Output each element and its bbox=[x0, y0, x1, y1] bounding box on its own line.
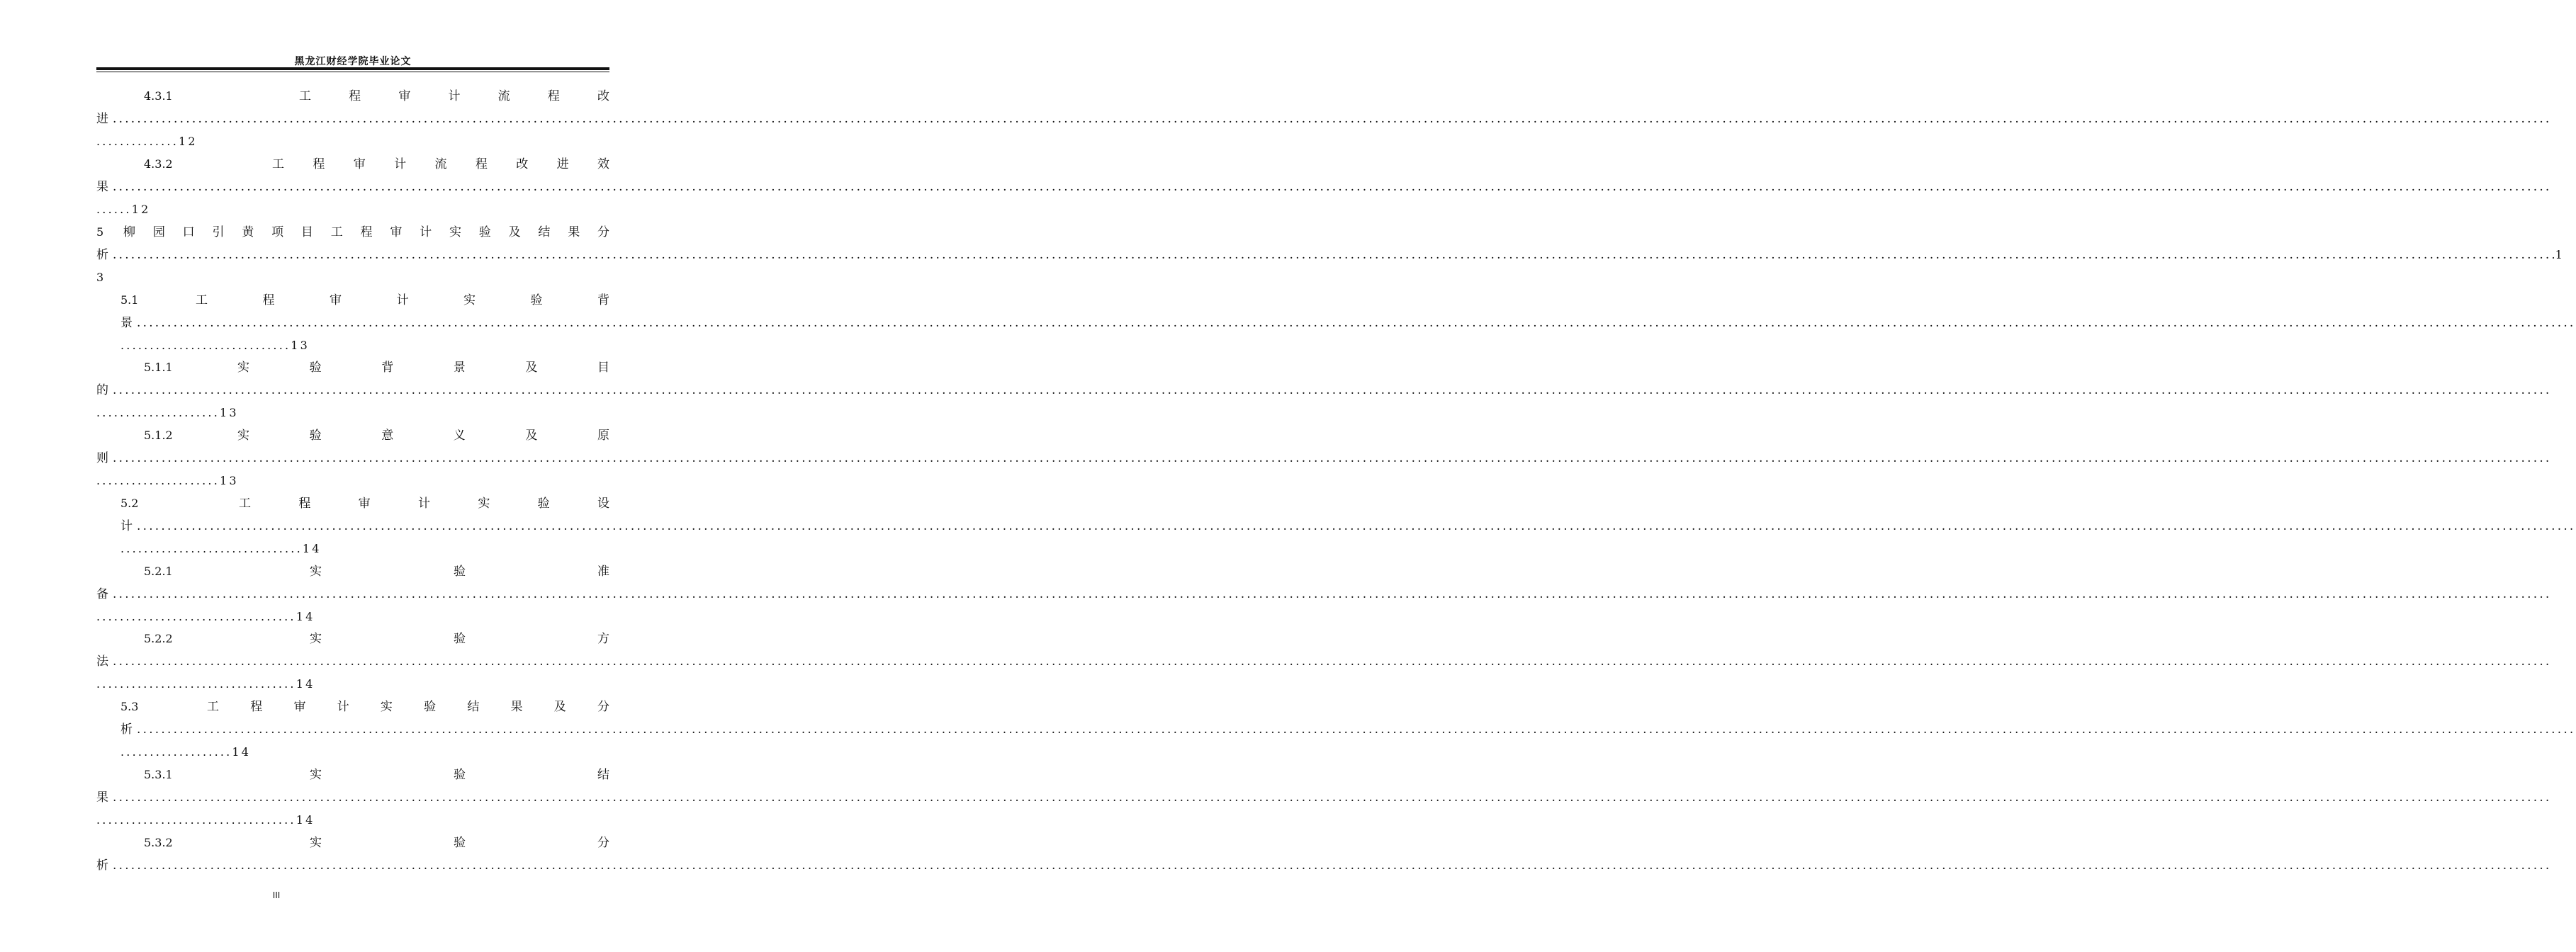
toc-title-char: 工 bbox=[207, 700, 219, 714]
toc-dot-leader: ................................................................................................................................................................................................................................................................................................................................................................................................................ bbox=[113, 858, 2552, 873]
toc-title-char: 程 bbox=[313, 157, 325, 171]
toc-title-char: 工 bbox=[272, 157, 284, 171]
page-number: III bbox=[272, 890, 281, 900]
toc-title-char: 计 bbox=[417, 497, 430, 511]
toc-title-char: 结 bbox=[467, 700, 480, 714]
toc-title-char: 柳 bbox=[123, 225, 135, 239]
toc-page-number-line: ..............12 bbox=[96, 135, 198, 148]
toc-title-char: 项 bbox=[271, 225, 284, 239]
toc-title-char: 计 bbox=[420, 225, 432, 239]
toc-title-char: 验 bbox=[454, 565, 466, 579]
toc-title-char: 目 bbox=[300, 225, 313, 239]
toc-leader-line bbox=[96, 110, 2552, 128]
toc-wrap-char: 果 bbox=[96, 180, 108, 194]
toc-entry-title bbox=[239, 494, 609, 513]
toc-title-char: 分 bbox=[597, 836, 609, 850]
toc-title-char: 计 bbox=[337, 700, 349, 714]
toc-wrap-char: 法 bbox=[96, 654, 108, 669]
toc-title-char: 工 bbox=[299, 89, 311, 103]
toc-entry-title bbox=[123, 223, 609, 242]
toc-title-char: 及 bbox=[525, 429, 538, 443]
toc-entry-number: 5.2.2 bbox=[144, 632, 173, 645]
toc-dot-leader: ................................................................................................................................................................................................................................................................................................................................................................................................................ bbox=[113, 587, 2552, 601]
toc-dot-leader: ................................................................................................................................................................................................................................................................................................................................................................................................................ bbox=[113, 654, 2552, 669]
toc-title-char: 景 bbox=[453, 361, 466, 375]
toc-page-number-line: ...............................14 bbox=[120, 542, 322, 555]
toc-title-char: 实 bbox=[310, 565, 322, 579]
toc-dot-leader: ................................................................................................................................................................................................................................................................................................................................................................................................................ bbox=[113, 248, 2552, 262]
toc-entry-number: 5.3.1 bbox=[144, 768, 173, 781]
toc-title-char: 审 bbox=[293, 700, 306, 714]
toc-entry-title bbox=[310, 834, 609, 852]
header-title: 黑龙江财经学院毕业论文 bbox=[294, 56, 412, 67]
toc-entry-title bbox=[196, 291, 609, 310]
toc-title-char: 验 bbox=[454, 632, 466, 646]
toc-title-char: 效 bbox=[597, 157, 609, 171]
toc-page-number-line: .....................13 bbox=[96, 474, 239, 487]
toc-title-char: 实 bbox=[463, 293, 476, 307]
toc-title-char: 程 bbox=[262, 293, 275, 307]
toc-entry-title bbox=[299, 87, 609, 106]
toc-entry-title bbox=[310, 766, 609, 784]
toc-title-char: 背 bbox=[381, 361, 394, 375]
toc-page-number-line: ..................................14 bbox=[96, 677, 315, 691]
toc-title-char: 实 bbox=[478, 497, 490, 511]
toc-title-char: 实 bbox=[237, 429, 249, 443]
toc-title-char: 结 bbox=[597, 768, 609, 782]
toc-title-char: 计 bbox=[448, 89, 461, 103]
toc-page-number-start: .1 bbox=[2551, 248, 2563, 261]
toc-title-char: 审 bbox=[353, 157, 366, 171]
toc-title-char: 设 bbox=[597, 497, 609, 511]
toc-title-char: 验 bbox=[454, 836, 466, 850]
toc-title-char: 验 bbox=[454, 768, 466, 782]
toc-wrap-char: 备 bbox=[96, 587, 108, 601]
toc-entry-number: 4.3.1 bbox=[144, 89, 173, 103]
toc-wrap-char: 计 bbox=[120, 519, 133, 533]
toc-wrap-char: 则 bbox=[96, 451, 108, 465]
toc-title-char: 流 bbox=[434, 157, 447, 171]
toc-dot-leader: ................................................................................................................................................................................................................................................................................................................................................................................................................ bbox=[113, 451, 2552, 465]
toc-title-char: 实 bbox=[449, 225, 461, 239]
toc-entry-title bbox=[272, 155, 609, 174]
toc-entry-number: 5.1.2 bbox=[144, 429, 173, 442]
toc-title-char: 背 bbox=[597, 293, 609, 307]
toc-title-char: 工 bbox=[196, 293, 208, 307]
toc-wrap-char: 的 bbox=[96, 383, 108, 397]
toc-title-char: 改 bbox=[597, 89, 609, 103]
toc-leader-line bbox=[96, 856, 2552, 875]
toc-entry-number: 5.2 bbox=[120, 497, 139, 510]
toc-title-char: 程 bbox=[360, 225, 373, 239]
toc-title-char: 程 bbox=[547, 89, 560, 103]
toc-title-char: 园 bbox=[152, 225, 165, 239]
toc-entry-title bbox=[310, 630, 609, 648]
toc-title-char: 审 bbox=[390, 225, 403, 239]
toc-entry-number: 5.1 bbox=[120, 293, 139, 307]
toc-entry-number: 5.3 bbox=[120, 700, 139, 713]
toc-leader-line bbox=[96, 585, 2552, 604]
toc-title-char: 果 bbox=[510, 700, 523, 714]
toc-leader-line bbox=[96, 246, 2563, 264]
toc-leader-line bbox=[96, 381, 2552, 400]
toc-page-number-line: 3 bbox=[96, 271, 106, 284]
toc-title-char: 验 bbox=[309, 361, 322, 375]
toc-entry-number: 5.2.1 bbox=[144, 565, 173, 578]
toc-title-char: 果 bbox=[568, 225, 580, 239]
toc-title-char: 意 bbox=[381, 429, 394, 443]
toc-dot-leader: ................................................................................................................................................................................................................................................................................................................................................................................................................ bbox=[113, 383, 2552, 397]
toc-title-char: 实 bbox=[310, 768, 322, 782]
toc-title-char: 计 bbox=[394, 157, 407, 171]
toc-title-char: 审 bbox=[358, 497, 371, 511]
toc-entry-title bbox=[237, 426, 609, 445]
toc-dot-leader: ................................................................................................................................................................................................................................................................................................................................................................................................................ bbox=[113, 790, 2552, 805]
toc-title-char: 分 bbox=[597, 225, 609, 239]
toc-title-char: 计 bbox=[396, 293, 409, 307]
toc-dot-leader: ................................................................................................................................................................................................................................................................................................................................................................................................................ bbox=[113, 112, 2552, 126]
toc-title-char: 实 bbox=[310, 836, 322, 850]
toc-page-number-line: .....................13 bbox=[96, 406, 239, 419]
toc-title-char: 工 bbox=[330, 225, 343, 239]
toc-wrap-char: 析 bbox=[120, 722, 133, 737]
toc-title-char: 审 bbox=[330, 293, 342, 307]
toc-title-char: 验 bbox=[478, 225, 491, 239]
toc-leader-line bbox=[96, 178, 2552, 196]
toc-wrap-char: 析 bbox=[96, 248, 108, 262]
toc-entry-number: 5.3.2 bbox=[144, 836, 173, 849]
toc-title-char: 程 bbox=[298, 497, 311, 511]
toc-title-char: 进 bbox=[556, 157, 569, 171]
toc-leader-line bbox=[96, 788, 2552, 807]
toc-title-char: 验 bbox=[424, 700, 437, 714]
toc-title-char: 黄 bbox=[242, 225, 254, 239]
toc-entry-number: 5.1.1 bbox=[144, 361, 173, 374]
toc-title-char: 实 bbox=[380, 700, 393, 714]
toc-title-char: 改 bbox=[516, 157, 529, 171]
toc-page-number-line: ......12 bbox=[96, 203, 151, 216]
toc-title-char: 口 bbox=[182, 225, 195, 239]
toc-title-char: 验 bbox=[537, 497, 550, 511]
toc-title-char: 验 bbox=[530, 293, 543, 307]
toc-leader-line bbox=[96, 652, 2552, 671]
toc-title-char: 程 bbox=[250, 700, 263, 714]
toc-page-number-line: ..................................14 bbox=[96, 610, 315, 623]
toc-title-char: 程 bbox=[475, 157, 488, 171]
toc-title-char: 审 bbox=[398, 89, 411, 103]
toc-title-char: 引 bbox=[212, 225, 225, 239]
toc-title-char: 义 bbox=[453, 429, 466, 443]
toc-leader-line bbox=[120, 314, 2576, 332]
toc-title-char: 及 bbox=[553, 700, 566, 714]
toc-leader-line bbox=[96, 449, 2552, 468]
toc-dot-leader: ................................................................................................................................................................................................................................................................................................................................................................................................................ bbox=[137, 316, 2576, 330]
toc-title-char: 验 bbox=[309, 429, 322, 443]
toc-title-char: 原 bbox=[597, 429, 609, 443]
toc-title-char: 工 bbox=[239, 497, 251, 511]
toc-title-char: 及 bbox=[525, 361, 538, 375]
toc-title-char: 程 bbox=[349, 89, 361, 103]
toc-wrap-char: 析 bbox=[96, 858, 108, 873]
toc-dot-leader: ................................................................................................................................................................................................................................................................................................................................................................................................................ bbox=[137, 519, 2576, 533]
toc-page-number-line: .............................13 bbox=[120, 339, 310, 352]
toc-dot-leader: ................................................................................................................................................................................................................................................................................................................................................................................................................ bbox=[137, 722, 2576, 737]
toc-title-char: 实 bbox=[310, 632, 322, 646]
toc-wrap-char: 果 bbox=[96, 790, 108, 805]
toc-title-char: 流 bbox=[497, 89, 510, 103]
toc-entry-number: 4.3.2 bbox=[144, 157, 173, 171]
toc-title-char: 目 bbox=[597, 361, 609, 375]
toc-dot-leader: ................................................................................................................................................................................................................................................................................................................................................................................................................ bbox=[113, 180, 2552, 194]
toc-entry-title bbox=[207, 698, 609, 716]
toc-page-number-line: ..................................14 bbox=[96, 813, 315, 827]
toc-entry-title bbox=[237, 358, 609, 377]
toc-title-char: 方 bbox=[597, 632, 609, 646]
toc-entry-title bbox=[310, 562, 609, 581]
toc-wrap-char: 景 bbox=[120, 316, 133, 330]
toc-title-char: 准 bbox=[597, 565, 609, 579]
toc-title-char: 实 bbox=[237, 361, 249, 375]
toc-title-char: 结 bbox=[538, 225, 551, 239]
toc-title-char: 及 bbox=[508, 225, 521, 239]
toc-leader-line bbox=[120, 720, 2576, 739]
toc-page-number-line: ...................14 bbox=[120, 745, 252, 759]
toc-wrap-char: 进 bbox=[96, 112, 108, 126]
toc-leader-line bbox=[120, 517, 2576, 536]
toc-title-char: 分 bbox=[597, 700, 609, 714]
toc-entry-number: 5 bbox=[96, 225, 104, 239]
